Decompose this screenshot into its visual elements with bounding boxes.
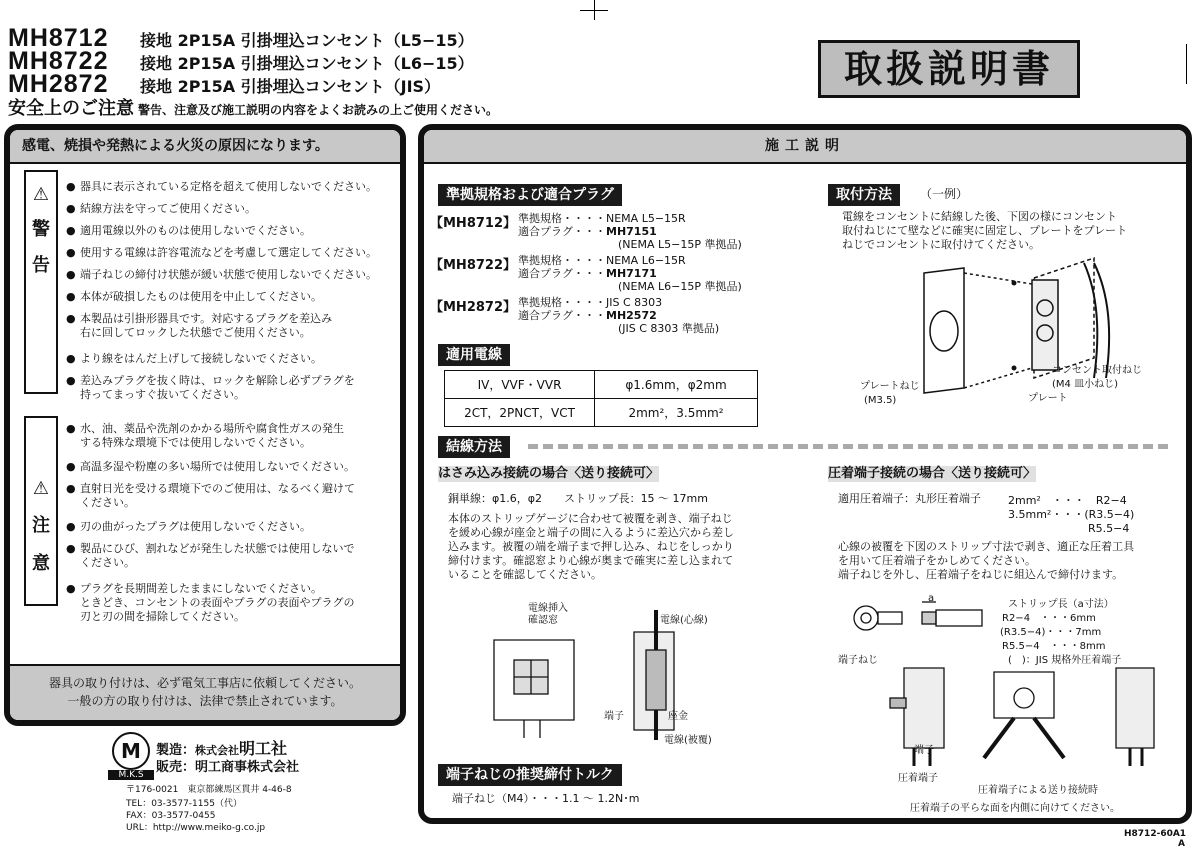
- safety-panel-header: 感電、焼損や発熱による火災の原因になります。: [10, 130, 400, 164]
- table-row: [445, 399, 758, 427]
- torque-value: 端子ねじ（M4）・・・1.1 〜 1.2N･m: [452, 792, 640, 805]
- std-spec: 準拠規格・・・・NEMA L6−15R: [518, 254, 686, 267]
- list-item-line: 右に回してロックした状態でご使用ください。: [80, 326, 311, 339]
- installation-panel: [418, 124, 1192, 824]
- model-description: 接地 2P15A 引掛埋込コンセント（JIS）: [140, 77, 441, 96]
- plug-model: MH7151: [606, 225, 657, 238]
- list-item-line: ● 水、油、薬品や洗剤のかかる場所や腐食性ガスの発生: [80, 422, 344, 435]
- crop-mark: [580, 10, 608, 11]
- maker-corp: 株式会社: [195, 744, 240, 757]
- plug-model: MH7171: [606, 267, 657, 280]
- list-item: [66, 542, 398, 570]
- std-model: 【MH8722】: [430, 258, 516, 273]
- list-item-line: ときどき、コンセントの表面やプラグの表面やプラグの: [80, 596, 355, 609]
- list-item: [66, 352, 398, 366]
- strip-a-label: a: [928, 593, 935, 604]
- callout-plate: プレート: [1028, 393, 1068, 404]
- std-note: (NEMA L5−15P 準拠品): [618, 238, 742, 251]
- list-item: [66, 582, 398, 624]
- address-line: 〒176-0021 東京都練馬区貫井 4-46-8: [126, 785, 292, 795]
- callout-outlet-screw: コンセント取付ねじ: [1052, 365, 1142, 376]
- list-item-line: ● 本製品は引掛形器具です。対応するプラグを差込み: [80, 312, 333, 325]
- warning-label-box: [24, 170, 58, 394]
- caution-label-box: [24, 416, 58, 606]
- clamp-spec: 銅単線：φ1.6，φ2 ストリップ長：15 〜 17mm: [448, 492, 708, 505]
- caution-kanji: 意: [32, 553, 50, 574]
- crimp-title: 圧着端子接続の場合: [828, 466, 946, 481]
- table-cell: 2CT，2PNCT，VCT: [445, 399, 595, 427]
- list-item: [66, 422, 398, 450]
- std-note: (JIS C 8303 準拠品): [618, 322, 720, 335]
- clamp-title-row: [438, 466, 659, 482]
- list-item-line: 持ってまっすぐ抜いてください。: [80, 388, 245, 401]
- callout-plate-screw: プレートねじ: [860, 381, 920, 392]
- list-item-line: ● 本体が破損したものは使用を中止してください。: [80, 290, 322, 303]
- tel-line: TEL：03-3577-1155（代）: [126, 799, 242, 809]
- list-item: [66, 520, 398, 534]
- installation-panel-header: 施工説明: [424, 130, 1186, 164]
- clamp-subtitle: 〈送り接続可〉: [568, 466, 660, 481]
- callout-window: 電線挿入: [528, 603, 568, 614]
- caution-triangle-icon: ⚠: [32, 478, 50, 499]
- safety-subtitle: 警告、注意及び施工説明の内容をよくお読みの上ご使用ください。: [138, 103, 499, 117]
- callout-feed: 圧着端子による送り接続時: [978, 785, 1098, 796]
- list-item-line: ● 結線方法を守ってご使用ください。: [80, 202, 256, 215]
- mount-text: 電線をコンセントに結線した後、下図の様にコンセント: [842, 210, 1117, 223]
- list-item: [66, 268, 398, 282]
- mount-text: 取付ねじにて壁などに確実に固定し、プレートをプレート: [842, 224, 1128, 237]
- connection-label: 結線方法: [438, 436, 510, 458]
- footer-line: 一般の方の取り付けは、法律で禁止されています。: [67, 694, 343, 708]
- list-item: [66, 482, 398, 510]
- crimp-subtitle: 〈送り接続可〉: [945, 466, 1037, 481]
- crop-mark: [1186, 44, 1187, 84]
- list-item-line: ください。: [80, 556, 135, 569]
- crimp-terminal-diagram: [852, 598, 992, 638]
- dashed-divider: [528, 444, 1168, 449]
- list-item-line: ● 製品にひび、割れなどが発生した状態では使用しないで: [80, 542, 355, 555]
- wire-table: [444, 370, 758, 427]
- std-plug-row: [518, 225, 657, 238]
- mount-text: ねじでコンセントに取付けてください。: [842, 238, 1040, 251]
- list-item: [66, 224, 398, 238]
- company-logo: [112, 732, 150, 770]
- plug-model: MH2572: [606, 309, 657, 322]
- mount-subtitle: （一例）: [920, 187, 969, 201]
- list-item-line: ● 刃の曲がったプラグは使用しないでください。: [80, 520, 311, 533]
- crimp-spec-label: 適用圧着端子：丸形圧着端子: [838, 492, 981, 505]
- table-row: [445, 371, 758, 399]
- callout-core: 電線(心線): [660, 615, 708, 626]
- list-item: [66, 290, 398, 304]
- model-number: MH8722: [8, 47, 109, 75]
- plug-label: 適合プラグ・・・: [518, 225, 606, 238]
- model-number: MH8712: [8, 24, 109, 52]
- strip-title: ストリップ長（a寸法）: [1008, 599, 1114, 610]
- list-item-line: ● プラグを長期間差したままにしないでください。: [80, 582, 322, 595]
- document-code: H8712-60A1: [1124, 829, 1187, 839]
- caution-kanji: 注: [32, 515, 50, 536]
- wire-label: 適用電線: [438, 344, 510, 366]
- crimp-text: を用いて圧着端子をかしめてください。: [838, 554, 1036, 567]
- callout-terminal: 端子: [604, 711, 624, 722]
- document-revision: A: [1178, 839, 1185, 849]
- list-item: [66, 312, 398, 340]
- std-plug-row: [518, 267, 657, 280]
- crimp-spec: 3.5mm²・・・(R3.5−4): [1008, 508, 1135, 521]
- list-item-line: ● 器具に表示されている定格を超えて使用しないでください。: [80, 180, 377, 193]
- list-item-line: ● より線をはんだ上げして接続しないでください。: [80, 352, 322, 365]
- plug-label: 適合プラグ・・・: [518, 309, 606, 322]
- list-item: [66, 202, 398, 216]
- strip-row: (R3.5−4)・・・7mm: [1000, 627, 1102, 638]
- table-cell: IV，VVF・VVR: [445, 371, 595, 399]
- warning-kanji: 警: [32, 219, 50, 240]
- std-note: (NEMA L6−15P 準拠品): [618, 280, 742, 293]
- clamp-text: 本体のストリップゲージに合わせて被覆を剥き、端子ねじ: [448, 512, 733, 525]
- list-item-line: ● 高温多湿や粉塵の多い場所では使用しないでください。: [80, 460, 355, 473]
- clamp-text: 締付けます。確認窓より心線が奥まで確実に差し込まれて: [448, 554, 734, 567]
- clamp-text: いることを確認してください。: [448, 568, 602, 581]
- fax-line: FAX：03-3577-0455: [126, 811, 216, 821]
- callout-crimp-terminal: 圧着端子: [898, 773, 938, 784]
- clamp-text: を緩め心線が座金と端子の間に入るように差込穴から差し: [448, 526, 734, 539]
- list-item: [66, 374, 398, 402]
- crimp-title-row: [828, 466, 1036, 482]
- strip-row: R5.5−4 ・・・8mm: [1002, 641, 1106, 652]
- list-item-line: ● 適用電線以外のものは使用しないでください。: [80, 224, 311, 237]
- std-model: 【MH2872】: [430, 300, 516, 315]
- model-number: MH2872: [8, 70, 109, 98]
- std-spec: 準拠規格・・・・JIS C 8303: [518, 296, 663, 309]
- safety-heading: 安全上のご注意: [8, 98, 134, 119]
- model-description: 接地 2P15A 引掛埋込コンセント（L6−15）: [140, 54, 474, 73]
- safety-title: [8, 94, 498, 120]
- list-item-line: 刃と刃の間を掃除してください。: [80, 610, 245, 623]
- std-model: 【MH8712】: [430, 216, 516, 231]
- crimp-text: 端子ねじを外し、圧着端子をねじに組込んで締付けます。: [838, 568, 1124, 581]
- callout-terminal-screw: 端子ねじ: [838, 655, 878, 666]
- crimp-spec: R5.5−4: [1088, 522, 1130, 535]
- callout-window: 確認窓: [528, 615, 558, 626]
- list-item: [66, 246, 398, 260]
- strip-row: R2−4 ・・・6mm: [1002, 613, 1096, 624]
- list-item-line: ● 使用する電線は許容電流などを考慮して選定してください。: [80, 246, 377, 259]
- torque-label: 端子ねじの推奨締付トルク: [438, 764, 622, 786]
- callout-sheath: 電線(被覆): [664, 735, 712, 746]
- model-description: 接地 2P15A 引掛埋込コンセント（L5−15）: [140, 31, 474, 50]
- warning-triangle-icon: ⚠: [32, 184, 50, 205]
- safety-panel-footer: [10, 664, 400, 720]
- crimp-install-diagram: [854, 658, 1194, 768]
- callout-plate-screw-size: (M3.5): [864, 395, 897, 406]
- safety-panel: [4, 124, 406, 726]
- warning-kanji: 告: [32, 255, 50, 276]
- footer-line: 器具の取り付けは、必ず電気工事店に依頼してください。: [48, 676, 361, 690]
- maker-name: 明工社: [239, 739, 288, 758]
- url-line: URL：http://www.meiko-g.co.jp: [126, 823, 266, 833]
- maker-label: 製造：: [156, 743, 196, 758]
- manual-title: 取扱説明書: [818, 40, 1080, 98]
- callout-feed-note: 圧着端子の平らな面を内側に向けてください。: [910, 803, 1120, 814]
- table-cell: 2mm²，3.5mm²: [595, 399, 758, 427]
- table-cell: φ1.6mm，φ2mm: [595, 371, 758, 399]
- plug-label: 適合プラグ・・・: [518, 267, 606, 280]
- std-spec: 準拠規格・・・・NEMA L5−15R: [518, 212, 686, 225]
- crimp-spec: 2mm² ・・・ R2−4: [1008, 494, 1127, 507]
- standards-label: 準拠規格および適合プラグ: [438, 184, 622, 206]
- std-plug-row: [518, 309, 657, 322]
- list-item-line: ● 直射日光を受ける環境下でのご使用は、なるべく避けて: [80, 482, 355, 495]
- callout-crimp-terminal-part: 端子: [914, 745, 934, 756]
- clamp-text: 込みます。被覆の端を端子まで押し込み、ねじをしっかり: [448, 540, 734, 553]
- list-item: [66, 180, 398, 194]
- callout-washer: 座金: [668, 711, 688, 722]
- strip-row: ( )：JIS 規格外圧着端子: [1008, 655, 1122, 666]
- clamp-title: はさみ込み接続の場合: [438, 466, 569, 481]
- logo-caption: M.K.S: [108, 770, 154, 780]
- list-item: [66, 460, 398, 474]
- seller-line: 販売：明工商事株式会社: [156, 760, 300, 775]
- list-item-line: ください。: [80, 496, 135, 509]
- logo-letter: M: [121, 739, 141, 763]
- list-item-line: ● 端子ねじの締付け状態が緩い状態で使用しないでください。: [80, 268, 377, 281]
- callout-outlet-screw-size: (M4 皿小ねじ): [1052, 379, 1118, 390]
- list-item-line: する特殊な環境下では使用しないでください。: [80, 436, 311, 449]
- list-item-line: ● 差込みプラグを抜く時は、ロックを解除し必ずプラグを: [80, 374, 355, 387]
- crimp-text: 心線の被覆を下図のストリップ寸法で剥き、適正な圧着工具: [838, 540, 1135, 553]
- mount-label: 取付方法: [828, 184, 900, 206]
